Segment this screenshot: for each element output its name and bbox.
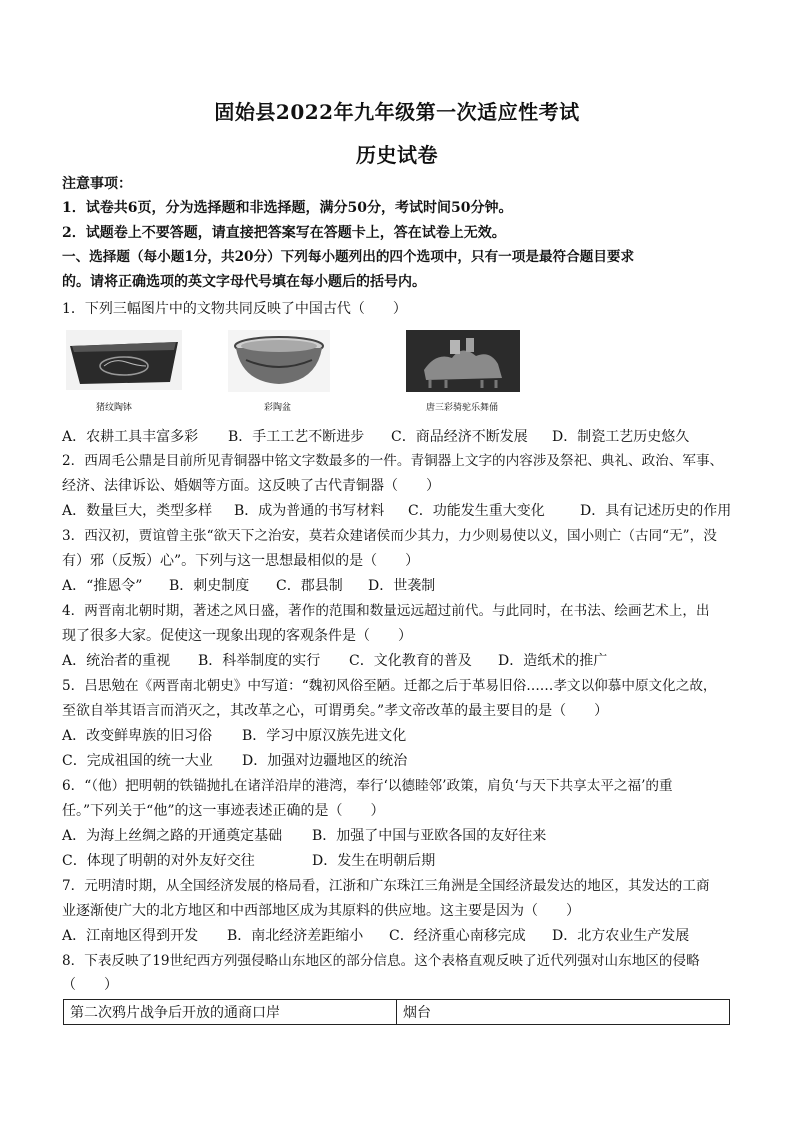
question-2-option-b: B．成为普通的书写材料 [234, 503, 385, 519]
exam-title: 固始县2022年九年级第一次适应性考试 [214, 100, 580, 124]
section-instruction-line-2: 的。请将正确选项的英文字母代号填在每小题后的括号内。 [62, 274, 426, 290]
question-6-option-b: B．加强了中国与亚欧各国的友好往来 [312, 828, 547, 844]
section-instruction-line-1: 一、选择题（每小题1分，共20分）下列每小题列出的四个选项中，只有一项是最符合题目要求 [62, 249, 635, 265]
question-1-figures [62, 330, 532, 420]
question-2-option-d: D．具有记述历史的作用 [580, 503, 732, 519]
question-1-option-c: C．商品经济不断发展 [391, 429, 528, 445]
question-8-line-2: （ ） [62, 977, 118, 993]
question-8-line-1: 8．下表反映了19世纪西方列强侵略山东地区的部分信息。这个表格直观反映了近代列强对山东地区的侵略 [62, 953, 700, 969]
question-1-option-d: D．制瓷工艺历史悠久 [552, 429, 690, 445]
tang-sancai-camel-figurine-image [406, 330, 520, 392]
question-3-option-c: C．郡县制 [276, 578, 343, 594]
question-5-option-b: B．学习中原汉族先进文化 [242, 728, 407, 744]
question-3-line-2: 有）邪（反叛）心”。下列与这一思想最相似的是（ ） [62, 553, 420, 569]
question-4-option-c: C．文化教育的普及 [349, 653, 472, 669]
question-3-option-a: A．“推恩令” [62, 578, 143, 594]
question-2-option-c: C．功能发生重大变化 [408, 503, 545, 519]
question-5-option-d: D．加强对边疆地区的统治 [242, 753, 408, 769]
question-5-line-2: 至欲自举其语言而消灭之，其改革之心，可谓勇矣。”孝文帝改革的最主要目的是（ ） [62, 703, 609, 719]
notes-heading: 注意事项： [62, 176, 132, 192]
question-4-line-2: 现了很多大家。促使这一现象出现的客观条件是（ ） [62, 628, 412, 644]
question-1-stem: 1．下列三幅图片中的文物共同反映了中国古代（ ） [62, 301, 407, 317]
question-6-option-a: A．为海上丝绸之路的开通奠定基础 [62, 828, 283, 844]
question-4-option-d: D．造纸术的推广 [498, 653, 608, 669]
question-5-option-c: C．完成祖国的统一大业 [62, 753, 213, 769]
table-row [64, 1000, 730, 1025]
question-4-option-b: B．科举制度的实行 [198, 653, 321, 669]
question-7-option-c: C．经济重心南移完成 [389, 928, 526, 944]
figure-caption-1: 猪纹陶钵 [96, 403, 133, 413]
question-6-line-1: 6．“（他）把明朝的铁锚抛扎在诸洋沿岸的港湾，奉行‘以德睦邻’政策，肩负‘与天下共享太平之福’的重 [62, 778, 673, 794]
question-7-line-2: 业逐渐使广大的北方地区和中西部地区成为其原料的供应地。这主要是因为（ ） [62, 903, 580, 919]
question-3-option-d: D．世袭制 [368, 578, 436, 594]
question-6-line-2: 任。”下列关于“他”的这一事迹表述正确的是（ ） [62, 803, 385, 819]
question-7-option-d: D．北方农业生产发展 [552, 928, 690, 944]
question-3-option-b: B．刺史制度 [169, 578, 250, 594]
question-2-line-1: 2．西周毛公鼎是目前所见青铜器中铭文字数最多的一件。青铜器上文字的内容涉及祭祀、典礼、政治、军事、 [62, 453, 724, 469]
question-7-option-b: B．南北经济差距缩小 [227, 928, 364, 944]
question-5-option-a: A．改变鲜卑族的旧习俗 [62, 728, 213, 744]
question-7-line-1: 7．元明清时期，从全国经济发展的格局看，江浙和广东珠江三角洲是全国经济最发达的地区，其发达的工商 [62, 878, 710, 894]
figure-caption-3: 唐三彩骑驼乐舞俑 [426, 403, 499, 413]
question-1-option-a: A．农耕工具丰富多彩 [62, 429, 199, 445]
painted-pottery-basin-image [228, 330, 330, 392]
figure-caption-2: 彩陶盆 [264, 403, 292, 413]
question-6-option-d: D．发生在明朝后期 [312, 853, 436, 869]
notes-item-2: 2．试题卷上不要答题，请直接把答案写在答题卡上，答在试卷上无效。 [62, 225, 506, 241]
question-8-table [63, 999, 730, 1025]
question-4-line-1: 4．两晋南北朝时期，著述之风日盛，著作的范围和数量远远超过前代。与此同时，在书法、绘画艺术上，出 [62, 603, 710, 619]
notes-item-1: 1．试卷共6页，分为选择题和非选择题，满分50分，考试时间50分钟。 [62, 200, 513, 216]
question-3-line-1: 3．西汉初，贾谊曾主张“欲天下之治安，莫若众建诸侯而少其力，力少则易使以义，国小则亡（古同“无”，没 [62, 528, 717, 544]
question-4-option-a: A．统治者的重视 [62, 653, 171, 669]
table-cell: 烟台 [397, 1000, 730, 1025]
question-5-line-1: 5．吕思勉在《两晋南北朝史》中写道：“魏初风俗至陋。迁都之后于革易旧俗……孝文以仰慕中原文化之故， [62, 678, 717, 694]
question-6-option-c: C．体现了明朝的对外友好交往 [62, 853, 255, 869]
exam-subtitle: 历史试卷 [356, 143, 438, 167]
question-2-option-a: A．数量巨大，类型多样 [62, 503, 213, 519]
question-1-option-b: B．手工工艺不断进步 [228, 429, 365, 445]
table-cell: 第二次鸦片战争后开放的通商口岸 [64, 1000, 397, 1025]
question-2-line-2: 经济、法律诉讼、婚姻等方面。这反映了古代青铜器（ ） [62, 478, 440, 494]
question-7-option-a: A．江南地区得到开发 [62, 928, 199, 944]
pig-pattern-bowl-image [66, 330, 182, 390]
